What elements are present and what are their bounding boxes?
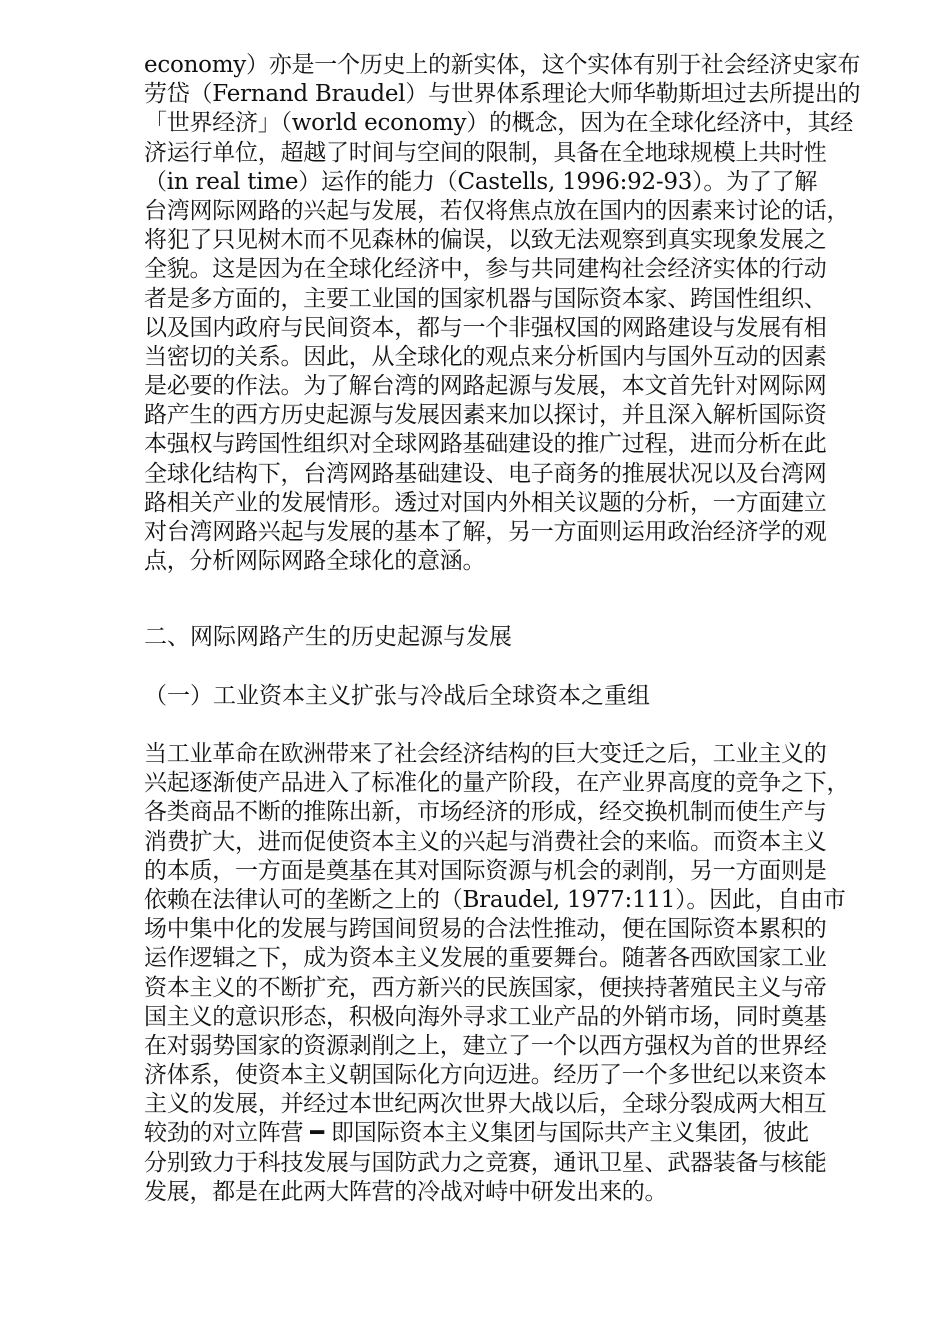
paragraph-industrial-capitalism bbox=[144, 740, 849, 1207]
text-line: 全貌。这是因为在全球化经济中，参与共同建构社会经济实体的行动 bbox=[144, 256, 827, 283]
text-line: 全球化结构下，台湾网路基础建设、电子商务的推展状况以及台湾网 bbox=[144, 460, 827, 487]
text-line: 当密切的关系。因此，从全球化的观点来分析国内与国外互动的因素 bbox=[144, 343, 827, 370]
paragraph-intro-continued bbox=[144, 51, 860, 576]
text-line: economy）亦是一个历史上的新实体，这个实体有别于社会经济史家布 bbox=[144, 52, 861, 78]
text-line: 劳岱（Fernand Braudel）与世界体系理论大师华勒斯坦过去所提出的 bbox=[144, 81, 861, 108]
text-line: 路产生的西方历史起源与发展因素来加以探讨，并且深入解析国际资 bbox=[144, 402, 827, 429]
text-line: 台湾网际网路的兴起与发展，若仅将焦点放在国内的因素来讨论的话， bbox=[144, 197, 850, 224]
text-line: 济运行单位，超越了时间与空间的限制，具备在全地球规模上共时性 bbox=[144, 139, 827, 166]
text-line: 对台湾网路兴起与发展的基本了解，另一方面则运用政治经济学的观 bbox=[144, 519, 827, 545]
text-line: 兴起逐渐使产品进入了标准化的量产阶段，在产业界高度的竞争之下， bbox=[144, 770, 850, 797]
text-line: （in real time）运作的能力（Castells, 1996:92-93）。为了了解 bbox=[144, 168, 818, 195]
text-line: 点，分析网际网路全球化的意涵。 bbox=[144, 548, 486, 575]
text-line: 将犯了只见树木而不见森林的偏误，以致无法观察到真实现象发展之 bbox=[144, 227, 827, 254]
text-line: 场中集中化的发展与跨国间贸易的合法性推动，便在国际资本累积的 bbox=[144, 916, 827, 943]
text-line: 当工业革命在欧洲带来了社会经济结构的巨大变迁之后，工业主义的 bbox=[144, 741, 827, 767]
text-line: 依赖在法律认可的垄断之上的（Braudel, 1977:111）。因此，自由市 bbox=[144, 886, 846, 913]
text-line: 分别致力于科技发展与国防武力之竞赛，通讯卫星、武器装备与核能 bbox=[144, 1149, 827, 1176]
text-line: 以及国内政府与民间资本，都与一个非强权国的网路建设与发展有相 bbox=[144, 314, 827, 341]
text-line: 运作逻辑之下，成为资本主义发展的重要舞台。随著各西欧国家工业 bbox=[144, 945, 827, 972]
text-line: 者是多方面的，主要工业国的国家机器与国际资本家、跨国性组织、 bbox=[144, 285, 827, 312]
text-line: 的本质，一方面是奠基在其对国际资源与机会的剥削，另一方面则是 bbox=[144, 857, 827, 884]
text-line: 是必要的作法。为了解台湾的网路起源与发展，本文首先针对网际网 bbox=[144, 373, 827, 400]
text-line: 济体系，使资本主义朝国际化方向迈进。经历了一个多世纪以来资本 bbox=[144, 1062, 827, 1089]
text-line: 国主义的意识形态，积极向海外寻求工业产品的外销市场，同时奠基 bbox=[144, 1003, 827, 1030]
subsection-heading: （一）工业资本主义扩张与冷战后全球资本之重组 bbox=[144, 683, 650, 709]
section-heading: 二、网际网路产生的历史起源与发展 bbox=[144, 624, 512, 650]
text-line: 主义的发展，并经过本世纪两次世界大战以后，全球分裂成两大相互 bbox=[144, 1091, 827, 1118]
text-line: 本强权与跨国性组织对全球网路基础建设的推广过程，进而分析在此 bbox=[144, 431, 827, 458]
text-line: 在对弱势国家的资源剥削之上，建立了一个以西方强权为首的世界经 bbox=[144, 1032, 827, 1059]
text-line: 较劲的对立阵营 ━ 即国际资本主义集团与国际共产主义集团，彼此 bbox=[144, 1120, 809, 1147]
text-line: 「世界经济」（world economy）的概念，因为在全球化经济中，其经 bbox=[144, 110, 853, 137]
text-line: 消费扩大，进而促使资本主义的兴起与消费社会的来临。而资本主义 bbox=[144, 828, 827, 855]
text-line: 发展，都是在此两大阵营的冷战对峙中研发出来的。 bbox=[144, 1178, 668, 1205]
text-line: 资本主义的不断扩充，西方新兴的民族国家，便挟持著殖民主义与帝 bbox=[144, 974, 827, 1001]
text-line: 路相关产业的发展情形。透过对国内外相关议题的分析，一方面建立 bbox=[144, 489, 827, 516]
text-line: 各类商品不断的推陈出新，市场经济的形成，经交换机制而使生产与 bbox=[144, 799, 827, 826]
